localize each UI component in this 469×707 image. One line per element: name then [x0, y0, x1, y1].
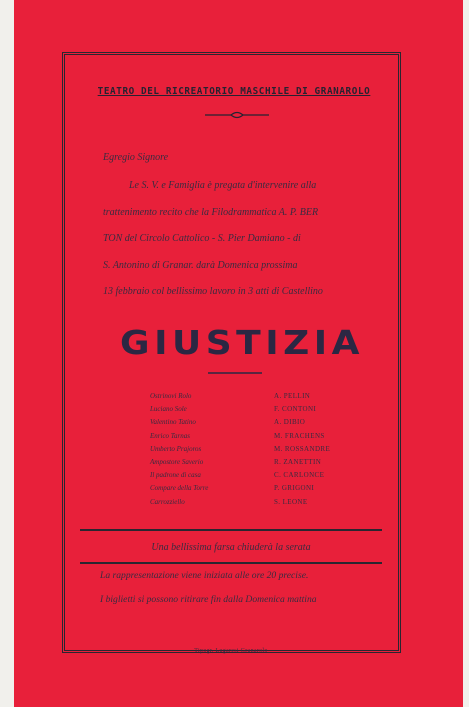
cast-row: [150, 496, 390, 509]
cast-role: Valentino Tatino: [150, 418, 196, 427]
cast-actor: R. ZANETTIN: [274, 457, 322, 466]
title-underline: [208, 370, 262, 376]
cast-role: Enrico Tarnas: [150, 431, 191, 440]
cast-actor: M. ROSSANDRE: [274, 444, 331, 453]
cast-role: Compare della Torre: [150, 484, 209, 493]
cast-role: Ampostore Saverio: [150, 457, 204, 466]
cast-role: Il padrone di casa: [150, 471, 201, 480]
cast-actor: F. CONTONI: [274, 405, 317, 414]
cast-role: Luciano Sole: [150, 405, 187, 414]
cast-role: Carrozziello: [150, 497, 185, 506]
play-title: GIUSTIZIA: [120, 324, 364, 363]
cast-list: [150, 390, 390, 509]
theater-name: TEATRO DEL RICREATORIO MASCHILE DI GRANAROLO: [97, 86, 371, 97]
cast-actor: P. GRIGONI: [274, 484, 315, 493]
invitation-line: Le S. V. e Famiglia è pregata d'intervenire alla: [129, 180, 317, 191]
ornament-divider: [205, 110, 269, 120]
performance-notice: [100, 570, 385, 618]
notice-line: La rappresentazione viene iniziata alle ore 20 precise.: [100, 570, 309, 581]
invitation-line: trattenimento recito che la Filodrammatica A. P. BER: [103, 206, 319, 218]
cast-actor: M. FRACHENS: [274, 431, 325, 440]
cast-row: [150, 416, 390, 429]
cast-row: [150, 430, 390, 443]
invitation-line: TON del Circolo Cattolico - S. Pier Damiano - di: [103, 233, 301, 245]
greeting: Egregio Signore: [103, 152, 169, 163]
cast-role: Ostrinovi Rolo: [150, 392, 192, 400]
cast-row: [150, 403, 390, 416]
section-divider: [80, 529, 382, 531]
cast-actor: S. LEONE: [274, 497, 308, 506]
invitation-line: S. Antonino di Granar. darà Domenica prossima: [103, 259, 298, 271]
cast-actor: C. CARLONCE: [274, 471, 325, 480]
section-divider: [80, 562, 382, 564]
printer-credit: Tipogr. Lugaresi Granarolo: [194, 648, 268, 654]
cast-row: [150, 469, 390, 482]
farce-announcement: Una bellissima farsa chiuderà la serata: [151, 542, 311, 553]
cast-row: [150, 443, 390, 456]
invitation-line: 13 febbraio col bellissimo lavoro in 3 atti di Castellino: [103, 286, 323, 298]
cast-row: [150, 390, 390, 403]
cast-role: Umberto Prajoros: [150, 444, 202, 453]
cast-row: [150, 456, 390, 469]
cast-actor: A. DIBIO: [274, 418, 306, 427]
invitation-text: [103, 180, 381, 313]
cast-actor: A. PELLIN: [274, 392, 311, 400]
notice-line: I biglietti si possono ritirare fin dalla Domenica mattina: [100, 594, 317, 605]
cast-row: [150, 482, 390, 495]
